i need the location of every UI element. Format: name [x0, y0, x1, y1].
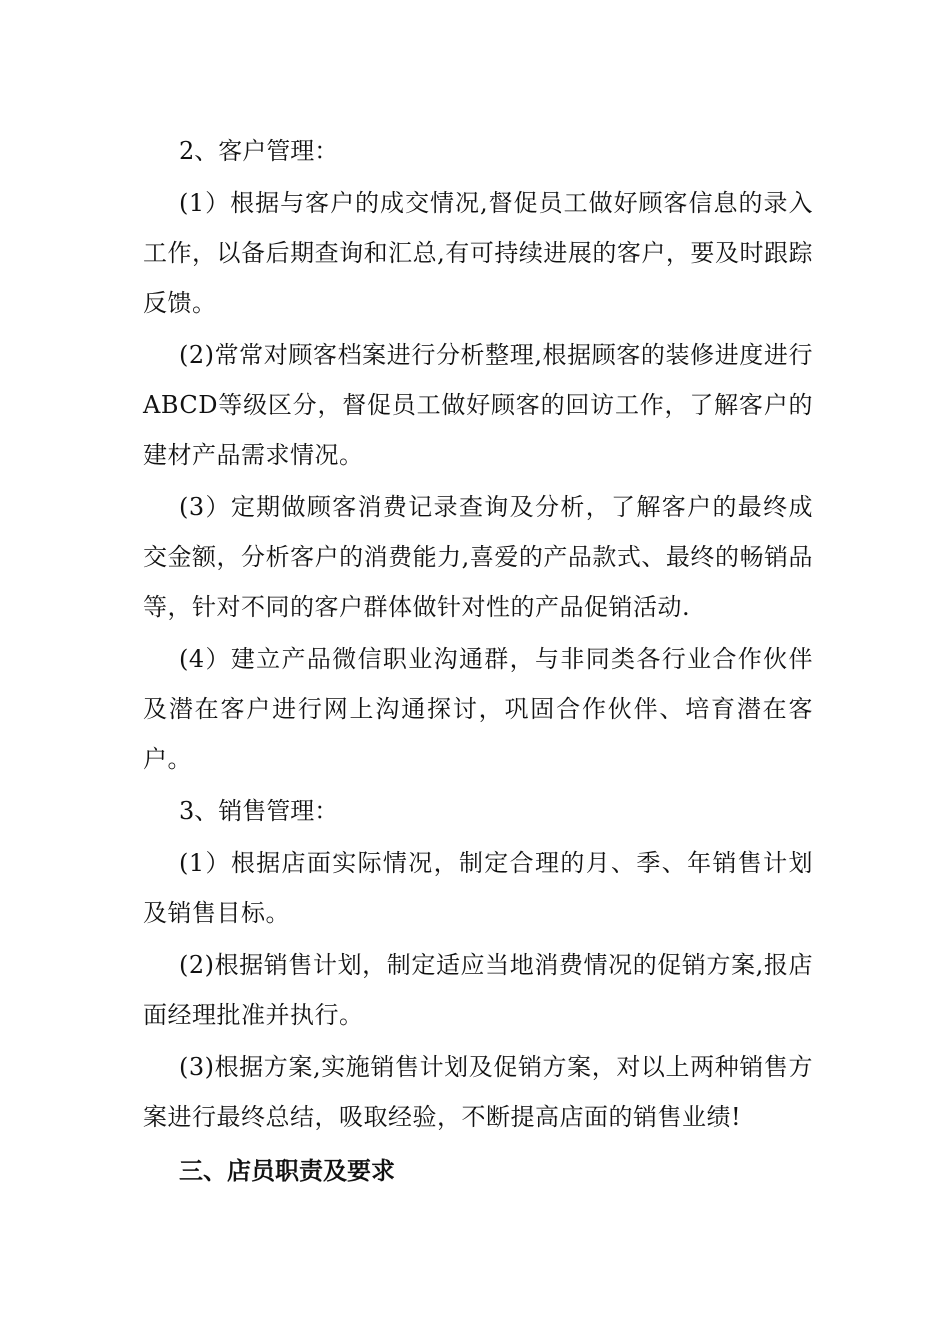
- customer-item-3: (3）定期做顾客消费记录查询及分析，了解客户的最终成交金额，分析客户的消费能力,喜爱的产品款式、最终的畅销品等，针对不同的客户群体做针对性的产品促销活动.: [143, 493, 813, 621]
- customer-item-2: (2)常常对顾客档案进行分析整理,根据顾客的装修进度进行ABCD等级区分，督促员工做好顾客的回访工作，了解客户的建材产品需求情况。: [143, 341, 813, 469]
- sales-management-heading: 3、销售管理：: [179, 797, 339, 825]
- document-body: [143, 126, 813, 1196]
- sales-item-1: (1）根据店面实际情况，制定合理的月、季、年销售计划及销售目标。: [143, 849, 813, 927]
- customer-item-1: (1）根据与客户的成交情况,督促员工做好顾客信息的录入工作，以备后期查询和汇总,有可持续进展的客户，要及时跟踪反馈。: [143, 189, 813, 317]
- section-three-title: 三、店员职责及要求: [179, 1157, 395, 1185]
- sales-item-2: (2)根据销售计划，制定适应当地消费情况的促销方案,报店面经理批准并执行。: [143, 951, 813, 1029]
- sales-item-3: (3)根据方案,实施销售计划及促销方案，对以上两种销售方案进行最终总结，吸取经验，不断提高店面的销售业绩!: [143, 1053, 813, 1131]
- customer-item-4: (4）建立产品微信职业沟通群，与非同类各行业合作伙伴及潜在客户进行网上沟通探讨，巩固合作伙伴、培育潜在客户。: [143, 645, 813, 773]
- customer-management-heading: 2、客户管理：: [179, 137, 339, 165]
